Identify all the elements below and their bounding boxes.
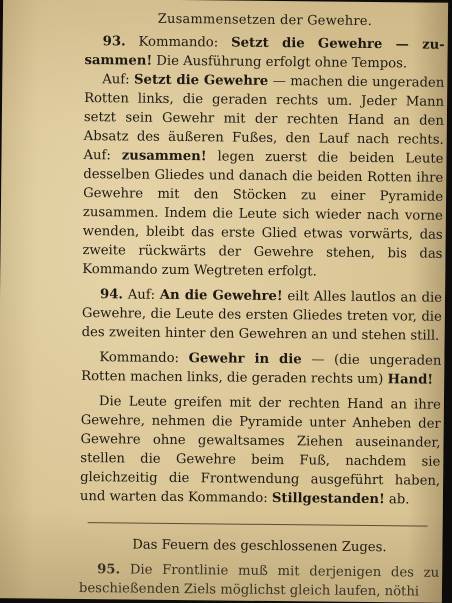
paragraph-94-body (80, 392, 441, 510)
text-run: eilt Alles lautlos an die Gewehre, die Leute des ersten Gliedes treten vor, die des zweiten hinter den Gewehren an und stehen still. (81, 289, 443, 344)
command-text: Hand! (387, 372, 434, 388)
text-run: Auf: (102, 72, 135, 88)
text-run: legen zuerst die beiden Leute desselben Gliedes und danach die beiden Rotten ihre Gewehre mit den Stöcken zu einer Pyramide zusammen. Indem die Leute sich wieder nach vorne wenden, bleibt das erste Glied etwas vorwärts, das zweite rückwärts der Gewehre stehen, bis das Kommando zum Wegtreten erfolgt. (82, 149, 444, 280)
paragraph-number: 95. (97, 562, 121, 578)
paragraph-93-body (82, 70, 444, 283)
command-text: zusammen! (121, 148, 207, 165)
command-text: An die Gewehre! (159, 287, 283, 305)
text-run: — machen die ungeraden Rotten links, die geraden rechts um. Jeder Mann setzt sein Gewehr mit der rechten Hand an den Absatz des äußeren Fußes, den Lauf nach rechts. Auf: (83, 73, 445, 164)
text-run: Kommando: (125, 34, 232, 51)
command-text: Setzt die Gewehre (133, 72, 269, 89)
text-run: ab. (384, 492, 410, 508)
section-divider (88, 522, 428, 527)
paragraph-94 (82, 285, 443, 346)
paragraph-94-command (81, 348, 441, 390)
command-text: Setzt die Gewehre — zusammen! (84, 35, 445, 69)
text-run: Die Leute greifen mit der rechten Hand an ihre Gewehre, nehmen die Pyramide unter Anheben der Gewehre ohne gewaltsames Ziehen auseinander, stellen die Gewehre beim Fuß, nachdem sie gleichzeitig die Frontwendung ausgeführt haben, und warten das Kommando: (79, 394, 441, 506)
text-run: Auf: (122, 287, 160, 303)
paragraph-number: 93. (102, 34, 126, 50)
command-text: Gewehr in die (188, 351, 302, 368)
text-run: Die Ausführung erfolgt ohne Tempos. (152, 53, 408, 72)
text-run: — (die ungeraden Rotten machen links, die geraden rechts um) (81, 352, 442, 388)
paragraph-95 (79, 560, 439, 602)
section-heading: Das Feuern des geschlossenen Zuges. (132, 537, 387, 556)
text-run: Kommando: (99, 350, 189, 367)
paragraph-93 (84, 32, 444, 74)
page-text (79, 9, 445, 602)
running-head: Zusammensetzen der Gewehre. (157, 11, 373, 30)
text-run: Die Frontlinie muß mit derjenigen des zu beschießenden Ziels möglichst gleich laufen, nöthi (78, 562, 440, 600)
command-text: Stillgestanden! (271, 490, 385, 508)
paragraph-number: 94. (99, 287, 124, 303)
